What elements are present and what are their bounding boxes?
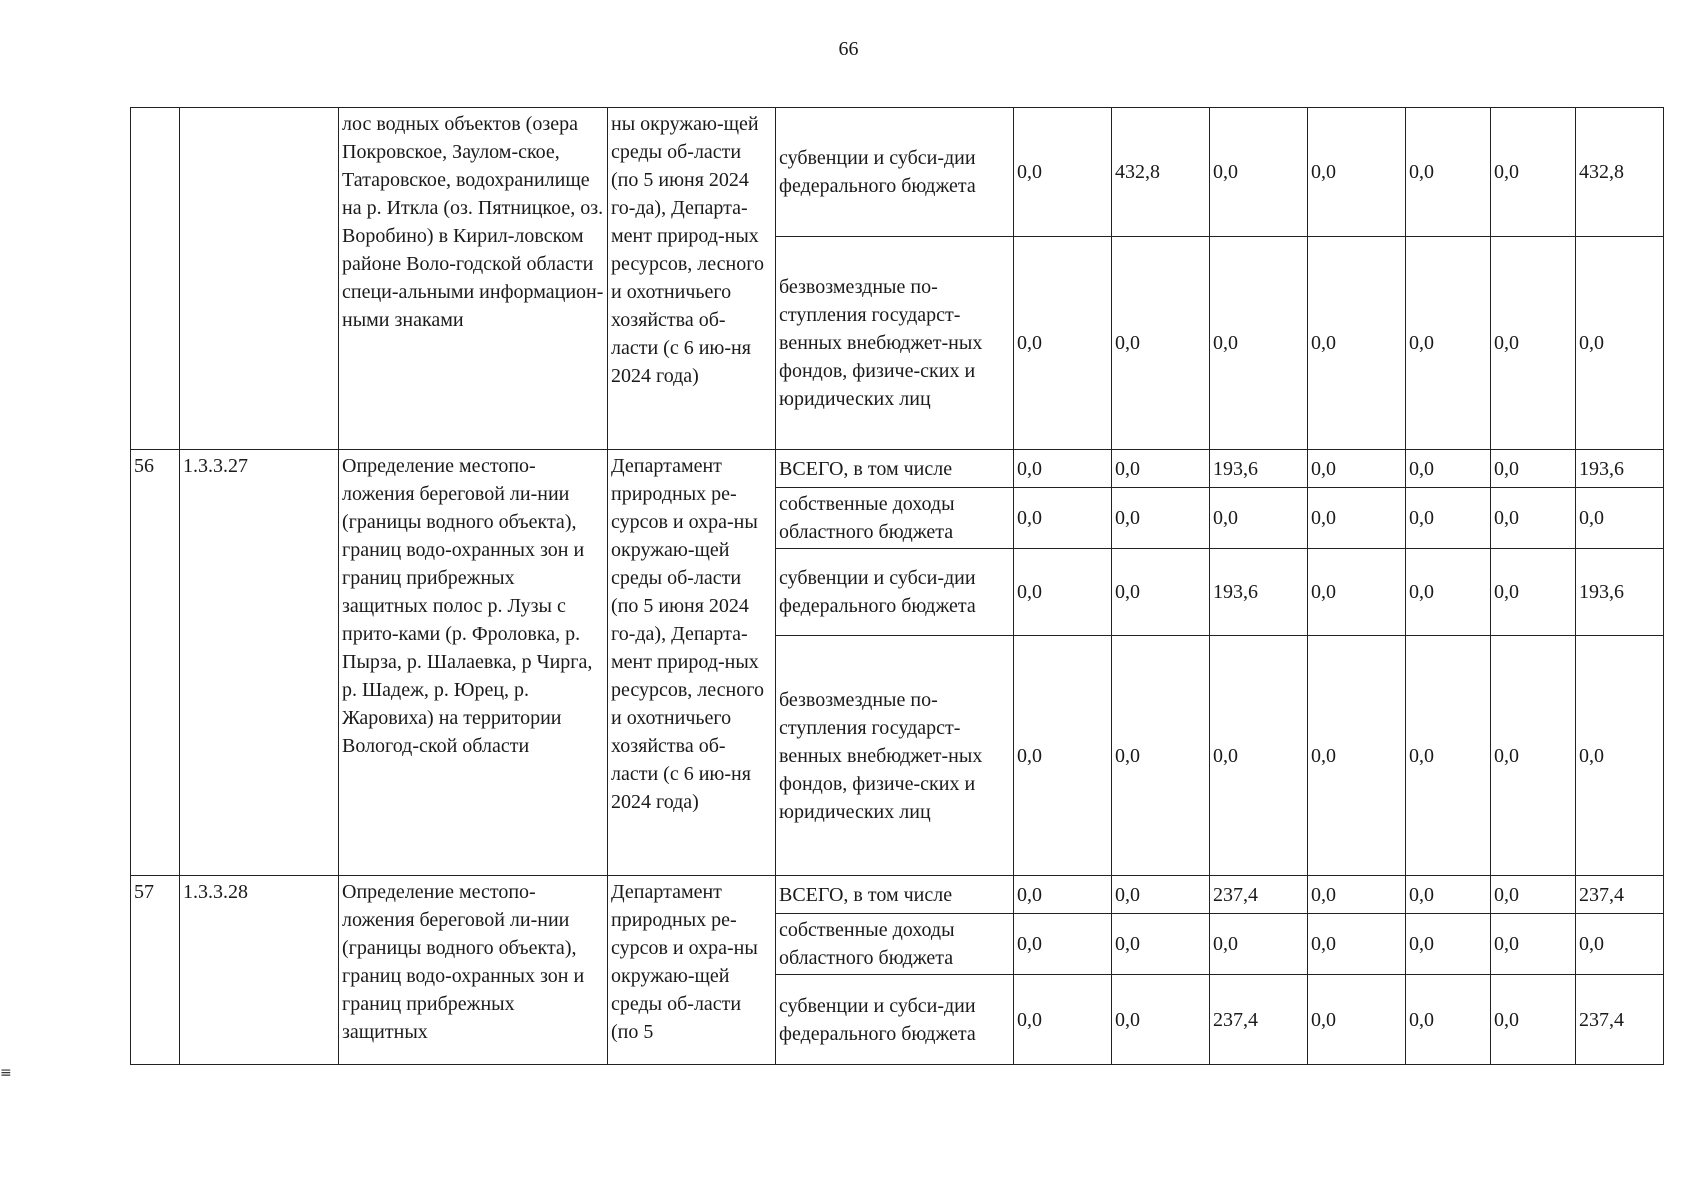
funding-source: собственные доходы областного бюджета <box>776 914 1014 975</box>
value-cell: 0,0 <box>1014 914 1112 975</box>
value-cell: 0,0 <box>1406 975 1491 1065</box>
value-cell: 0,0 <box>1210 108 1308 237</box>
value-cell: 0,0 <box>1112 450 1210 488</box>
value-cell: 0,0 <box>1576 914 1664 975</box>
executor: ны окружаю-щей среды об-ласти (по 5 июня 2024 го-да), Департа-мент природ-ных ресурсов, лесного и охотничьего хозяйства об-ласти (с 6 ию-ня 2024 года) <box>608 108 776 450</box>
value-cell: 0,0 <box>1112 549 1210 636</box>
value-cell: 0,0 <box>1308 914 1406 975</box>
value-cell: 0,0 <box>1406 488 1491 549</box>
page-number: 66 <box>838 38 859 60</box>
value-cell: 193,6 <box>1576 450 1664 488</box>
value-cell: 0,0 <box>1112 488 1210 549</box>
value-cell: 0,0 <box>1308 975 1406 1065</box>
value-cell: 0,0 <box>1210 488 1308 549</box>
value-cell: 0,0 <box>1406 549 1491 636</box>
budget-table <box>130 107 1664 1065</box>
value-cell: 0,0 <box>1210 914 1308 975</box>
value-cell: 0,0 <box>1308 108 1406 237</box>
executor: Департамент природных ре-сурсов и охра-ны окружаю-щей среды об-ласти (по 5 июня 2024 го-да), Департа-мент природ-ных ресурсов, лесного и охотничьего хозяйства об-ласти (с 6 ию-ня 2024 года) <box>608 450 776 876</box>
value-cell: 0,0 <box>1210 636 1308 876</box>
value-cell: 0,0 <box>1308 450 1406 488</box>
value-cell: 237,4 <box>1210 876 1308 914</box>
value-cell: 0,0 <box>1491 488 1576 549</box>
row-code <box>180 108 339 450</box>
measure-name: Определение местопо-ложения береговой ли-нии (границы водного объекта), границ водо-охранных зон и границ прибрежных защитных <box>339 876 608 1065</box>
funding-source: ВСЕГО, в том числе <box>776 876 1014 914</box>
value-cell: 0,0 <box>1491 975 1576 1065</box>
value-cell: 237,4 <box>1210 975 1308 1065</box>
value-cell: 0,0 <box>1491 549 1576 636</box>
value-cell: 0,0 <box>1576 488 1664 549</box>
funding-source: собственные доходы областного бюджета <box>776 488 1014 549</box>
value-cell: 0,0 <box>1112 636 1210 876</box>
value-cell: 0,0 <box>1308 237 1406 450</box>
value-cell: 0,0 <box>1112 975 1210 1065</box>
value-cell: 0,0 <box>1014 975 1112 1065</box>
value-cell: 0,0 <box>1112 237 1210 450</box>
funding-source: субвенции и субси-дии федерального бюджета <box>776 975 1014 1065</box>
value-cell: 193,6 <box>1210 549 1308 636</box>
value-cell: 237,4 <box>1576 876 1664 914</box>
value-cell: 0,0 <box>1308 549 1406 636</box>
value-cell: 0,0 <box>1406 636 1491 876</box>
funding-source: безвозмездные по-ступления государст-венных внебюджет-ных фондов, физиче-ских и юридических лиц <box>776 636 1014 876</box>
executor: Департамент природных ре-сурсов и охра-ны окружаю-щей среды об-ласти (по 5 <box>608 876 776 1065</box>
value-cell: 0,0 <box>1112 914 1210 975</box>
value-cell: 0,0 <box>1014 108 1112 237</box>
funding-source: безвозмездные по-ступления государст-венных внебюджет-ных фондов, физиче-ских и юридических лиц <box>776 237 1014 450</box>
value-cell: 0,0 <box>1576 237 1664 450</box>
value-cell: 0,0 <box>1491 636 1576 876</box>
value-cell: 0,0 <box>1406 876 1491 914</box>
measure-name: лос водных объектов (озера Покровское, Заулом-ское, Татаровское, водохранилище на р. Иткла (оз. Пятницкое, оз. Воробино) в Кирил-ловском районе Воло-годской области специ-альными информацион-ными знаками <box>339 108 608 450</box>
value-cell: 0,0 <box>1014 876 1112 914</box>
value-cell: 0,0 <box>1491 237 1576 450</box>
value-cell: 0,0 <box>1406 914 1491 975</box>
row-code: 1.3.3.28 <box>180 876 339 1065</box>
table-row <box>131 876 1664 914</box>
value-cell: 0,0 <box>1576 636 1664 876</box>
table-row <box>131 450 1664 488</box>
value-cell: 0,0 <box>1491 914 1576 975</box>
value-cell: 432,8 <box>1112 108 1210 237</box>
funding-source: субвенции и субси-дии федерального бюджета <box>776 108 1014 237</box>
value-cell: 0,0 <box>1014 237 1112 450</box>
value-cell: 0,0 <box>1014 549 1112 636</box>
value-cell: 193,6 <box>1576 549 1664 636</box>
table-row <box>131 108 1664 237</box>
value-cell: 0,0 <box>1308 876 1406 914</box>
row-number: 57 <box>131 876 180 1065</box>
funding-source: ВСЕГО, в том числе <box>776 450 1014 488</box>
value-cell: 0,0 <box>1112 876 1210 914</box>
value-cell: 0,0 <box>1308 636 1406 876</box>
measure-name: Определение местопо-ложения береговой ли-нии (границы водного объекта), границ водо-охранных зон и границ прибрежных защитных полос р. Лузы с прито-ками (р. Фроловка, р. Пырза, р. Шалаевка, р Чирга, р. Шадеж, р. Юрец, р. Жаровиха) на территории Вологод-ской области <box>339 450 608 876</box>
value-cell: 432,8 <box>1576 108 1664 237</box>
margin-tick-marks: ≡ <box>0 1065 12 1081</box>
value-cell: 0,0 <box>1491 450 1576 488</box>
value-cell: 193,6 <box>1210 450 1308 488</box>
funding-source: субвенции и субси-дии федерального бюджета <box>776 549 1014 636</box>
value-cell: 0,0 <box>1014 450 1112 488</box>
row-number: 56 <box>131 450 180 876</box>
value-cell: 0,0 <box>1308 488 1406 549</box>
value-cell: 0,0 <box>1014 636 1112 876</box>
value-cell: 0,0 <box>1210 237 1308 450</box>
value-cell: 0,0 <box>1406 237 1491 450</box>
value-cell: 0,0 <box>1406 450 1491 488</box>
row-number <box>131 108 180 450</box>
value-cell: 237,4 <box>1576 975 1664 1065</box>
value-cell: 0,0 <box>1014 488 1112 549</box>
value-cell: 0,0 <box>1491 876 1576 914</box>
value-cell: 0,0 <box>1406 108 1491 237</box>
row-code: 1.3.3.27 <box>180 450 339 876</box>
value-cell: 0,0 <box>1491 108 1576 237</box>
